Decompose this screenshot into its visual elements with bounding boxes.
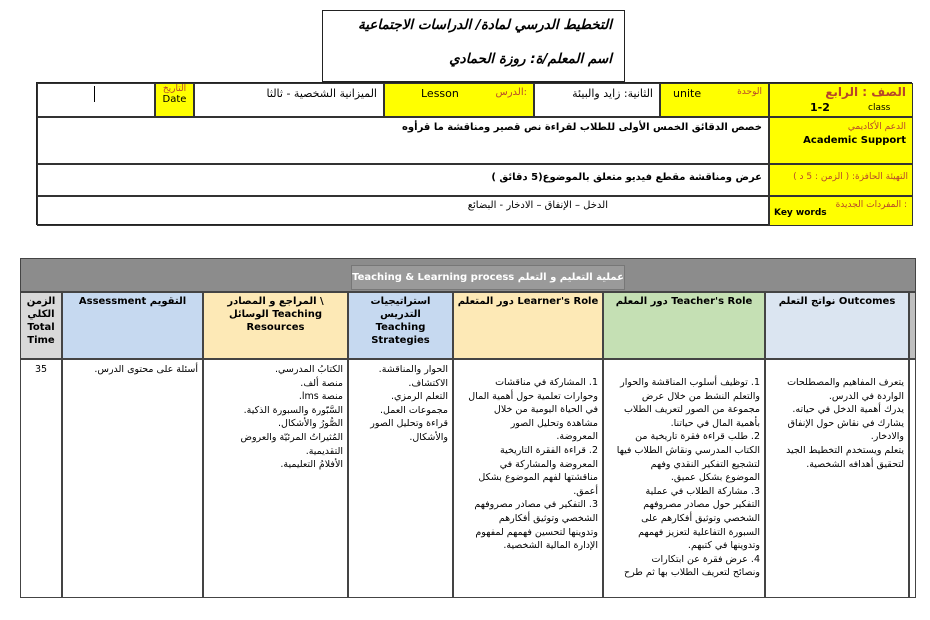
assessment-cell — [62, 359, 203, 598]
time-header-en2: Time — [27, 335, 55, 346]
outcomes-cell — [765, 359, 909, 598]
vocab-label-en: Key words — [774, 208, 827, 218]
teacher-line: بأهمية المال في حياتنا. — [670, 417, 760, 429]
vocab-label-ar: المفردات الجديدة : — [835, 200, 907, 210]
lesson-header-table — [36, 82, 912, 225]
teacher-line: 1. توظيف أسلوب المناقشة والحوار — [620, 377, 760, 388]
outcomes-header: نواتج التعلم Outcomes — [765, 292, 909, 359]
class-value: 1-2 — [810, 101, 830, 114]
resource-line: منصة ألف. — [300, 377, 343, 389]
strategies-cell — [348, 359, 453, 598]
date-label-cell — [155, 83, 194, 117]
strategy-line: الحوار والمناقشة. — [378, 364, 448, 375]
teacher-header: دور المعلم Teacher's Role — [603, 292, 765, 359]
unit-label-ar: الوحدة — [737, 87, 762, 97]
resources-header-3: Resources — [246, 322, 305, 333]
date-label-ar: التاريخ — [162, 84, 187, 94]
outcome-line: يتعلم ويستخدم التخطيط الجيد — [786, 444, 904, 456]
learner-line: مناقشتها لفهم الموضوع بشكل — [478, 472, 598, 484]
strategy-line: قراءة وتحليل الصور — [370, 418, 448, 430]
time-header-ar2: الكلي — [27, 309, 55, 320]
date-value-cell — [37, 83, 155, 117]
resource-line: الصُّورُ والأشكال. — [278, 418, 343, 430]
process-title — [351, 265, 625, 290]
class-label-ar: الصف : الرابع — [825, 85, 906, 99]
plan-title-box — [322, 10, 625, 82]
resources-header-2: الوسائل Teaching — [229, 309, 322, 320]
vocab-text: الدخل – الإنفاق – الادخار - البضائع — [37, 196, 769, 226]
teacher-line: لتشجيع التفكير النقدي وفهم — [650, 458, 760, 470]
outcome-line: والادخار. — [870, 431, 904, 443]
class-label-en: class — [868, 103, 891, 113]
strategy-line: الاكتشاف. — [408, 377, 448, 389]
learner-line: الإدارة المالية الشخصية. — [503, 540, 598, 552]
resources-header — [203, 292, 348, 359]
warmup-label: التهيئة الحافزة: ( الزمن : 5 د ) — [769, 164, 913, 196]
process-title-bar — [20, 258, 916, 292]
process-title-ar: عملية التعليم و التعلم — [517, 272, 624, 283]
learner-line: وحوارات تعلمية حول أهمية المال — [468, 390, 598, 402]
outcome-line: يشارك في نقاش حول الإنفاق — [787, 417, 904, 429]
time-header-en1: Total — [27, 322, 55, 333]
resource-line: السَّبّورة والسبورة الذكية. — [243, 404, 343, 416]
support-text: خصص الدقائق الخمس الأولى للطلاب لقراءة نص قصير ومناقشة ما قرأوه — [37, 117, 769, 164]
teacher-line: الشخصي وتوثيق أفكارهم على — [641, 512, 760, 524]
teacher-line: مجموعة من الصور لتعريف الطلاب — [623, 404, 760, 416]
strategies-header-1: استراتيجيات — [370, 296, 431, 307]
teacher-line: والتعلم النشط من خلال عرض — [641, 390, 760, 402]
date-label-en: Date — [162, 94, 187, 105]
unit-label-cell — [660, 83, 769, 117]
learner-line: 1. المشاركة في مناقشات — [495, 377, 598, 388]
strategy-line: والأشكال. — [409, 431, 448, 443]
class-cell — [769, 83, 913, 117]
teacher-line: الموضوع بشكل عميق. — [670, 472, 760, 484]
warmup-text: عرض ومناقشة مقطع فيديو متعلق بالموضوع(5 دقائق ) — [37, 164, 769, 196]
time-header-ar1: الزمن — [26, 296, 56, 307]
learner-line: أعمق. — [573, 485, 598, 497]
lesson-label-ar: الدرس: — [495, 87, 527, 98]
strategies-header-3: Teaching — [375, 322, 426, 333]
learner-line: في الحياة اليومية من خلال — [493, 404, 598, 416]
outcome-line: يدرك أهمية الدخل في حياته. — [792, 404, 904, 416]
strategies-header-4: Strategies — [371, 335, 430, 346]
learner-cell — [453, 359, 603, 598]
process-table — [20, 258, 916, 598]
support-label-en: Academic Support — [803, 135, 906, 146]
unit-value: الثانية: زايد والبيئة — [534, 83, 660, 117]
learner-line: المعروضة والمشاركة في — [499, 458, 598, 470]
edge-header — [909, 292, 916, 359]
strategy-line: مجموعات العمل. — [380, 404, 448, 416]
resources-cell — [203, 359, 348, 598]
teacher-cell — [603, 359, 765, 598]
learner-line: وتدوينها لتحسين فهمهم لمفهوم — [475, 526, 598, 538]
support-label-cell — [769, 117, 913, 164]
assessment-line: أسئلة على محتوى الدرس. — [94, 364, 198, 375]
strategy-line: التعلم الرمزي. — [390, 391, 448, 403]
learner-line: المعروضة. — [556, 431, 598, 443]
teacher-line: 3. مشاركة الطلاب في عملية — [645, 485, 760, 497]
learner-line: 2. قراءة الفقرة التاريخية — [500, 444, 598, 456]
vocab-label-cell — [769, 196, 913, 226]
lesson-value: الميزانية الشخصية - ثالثا — [194, 83, 384, 117]
teacher-line: وتدوينها في كتبهم. — [687, 540, 760, 552]
learner-line: الشخصي وتوثيق أفكارهم — [498, 512, 598, 524]
outcome-line: لتحقيق أهدافه الشخصية. — [806, 458, 904, 470]
resource-line: المُثيراتُ المرئيّة والعروض — [240, 431, 343, 443]
edge-cell — [909, 359, 916, 598]
lesson-label-en: Lesson — [421, 87, 459, 100]
unit-label-en: unite — [673, 87, 702, 100]
time-value: 35 — [20, 359, 62, 598]
time-header — [20, 292, 62, 359]
outcome-line: يتعرف المفاهيم والمصطلحات — [787, 377, 904, 388]
teacher-line: 4. عرض فقرة عن ابتكارات — [651, 553, 760, 565]
subject-title: التخطيط الدرسي لمادة/ الدراسات الاجتماعية — [357, 17, 612, 33]
resources-header-1: المراجع و المصادر \ — [227, 296, 324, 307]
teacher-line: الكتاب المدرسي ونقاش الطلاب فيها — [616, 444, 760, 456]
teacher-line: التفكير حول مصادر مصروفهم — [643, 499, 760, 511]
learner-line: 3. التفكير في مصادر مصروفهم — [474, 499, 598, 511]
teacher-line: السبورة التفاعلية لتعزيز فهمهم — [638, 526, 760, 538]
support-label-ar: الدعم الأكاديمي — [847, 122, 906, 132]
learner-line: مشاهدة وتحليل الصور — [510, 417, 598, 429]
outcome-line: الواردة في الدرس. — [828, 390, 904, 402]
resource-line: التقديمية. — [305, 445, 343, 457]
teacher-name: اسم المعلم/ة: روزة الحمادي — [449, 51, 612, 67]
strategies-header-2: التدريس — [380, 309, 421, 320]
lesson-label-cell — [384, 83, 534, 117]
strategies-header — [348, 292, 453, 359]
resource-line: منصة lms. — [298, 391, 343, 403]
resource-line: الأفلامُ التعليمية. — [280, 459, 343, 471]
teacher-line: 2. طلب قراءة فقرة تاريخية من — [635, 431, 760, 443]
learner-header: دور المتعلم Learner's Role — [453, 292, 603, 359]
assessment-header: Assessment التقويم — [62, 292, 203, 359]
resource-line: الكتابُ المدرسي. — [274, 364, 343, 375]
process-title-en: Teaching & Learning process — [352, 272, 515, 283]
teacher-line: ونصائح لتعريف الطلاب بها ثم طرح — [623, 567, 760, 579]
